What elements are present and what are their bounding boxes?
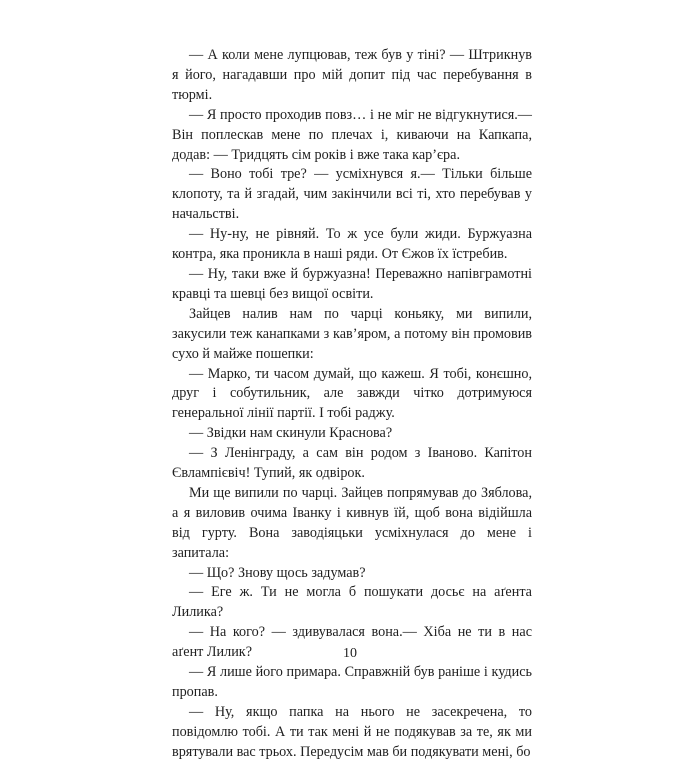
- paragraph: Ми ще випили по чарці. Зайцев попрямував до Зяблова, а я виловив очима Іванку і кивнув їй, щоб вона відійшла від гурту. Вона заводіяцьки усміхнулася до мене і запитала:: [172, 484, 532, 561]
- page-number: 10: [343, 646, 357, 661]
- paragraph: — Звідки нам скинули Краснова?: [189, 425, 393, 442]
- paragraph: — Ну, якщо папка на нього не засекречена, то повідомлю тобі. А ти так мені й не подякував за те, як ми врятували вас трьох. Передусім мав би подякувати мені, бо: [172, 703, 532, 760]
- paragraph: — Що? Знову щось задумав?: [189, 564, 366, 581]
- paragraph: — З Ленінграду, а сам він родом з Іваново. Капітон Євлампієвіч! Тупий, як одвірок.: [172, 445, 532, 482]
- paragraph: — Я просто проходив повз… і не міг не відгукнутися.— Він поплескав мене по плечах і, киваючи на Капкапа, додав: — Тридцять сім років і вже така кар’єра.: [172, 106, 532, 163]
- paragraph: Зайцев налив нам по чарці коньяку, ми випили, закусили теж канапками з кав’яром, а потому він промовив сухо й майже пошепки:: [172, 305, 532, 362]
- paragraph: — А коли мене лупцював, теж був у тіні? — Штрикнув я його, нагадавши про мій допит під час перебування в тюрмі.: [172, 47, 532, 103]
- paragraph: — Ну, таки вже й буржуазна! Переважно напівграмотні кравці та шевці без вищої освіти.: [172, 265, 532, 302]
- paragraph: — Воно тобі тре? — усміхнувся я.— Тільки більше клопоту, та й згадай, чим закінчили всі ті, хто перебував у начальстві.: [172, 166, 532, 223]
- paragraph: — Я лише його примара. Справжній був раніше і кудись пропав.: [172, 664, 532, 700]
- paragraph: — Ну-ну, не рівняй. То ж усе були жиди. Буржуазна контра, яка проникла в наші ряди. От Єжов їх їстребив.: [172, 226, 532, 263]
- paragraph: — На кого? — здивувалася вона.— Хіба не ти в нас аґент Лилик?: [172, 624, 532, 661]
- paragraph: — Марко, ти часом думай, що кажеш. Я тобі, конєшно, друг і собутильник, але завжди чітко дотримуюся генеральної лінії партії. І тобі раджу.: [172, 365, 532, 422]
- paragraph: — Еге ж. Ти не могла б пошукати досьє на аґента Лилика?: [172, 584, 532, 621]
